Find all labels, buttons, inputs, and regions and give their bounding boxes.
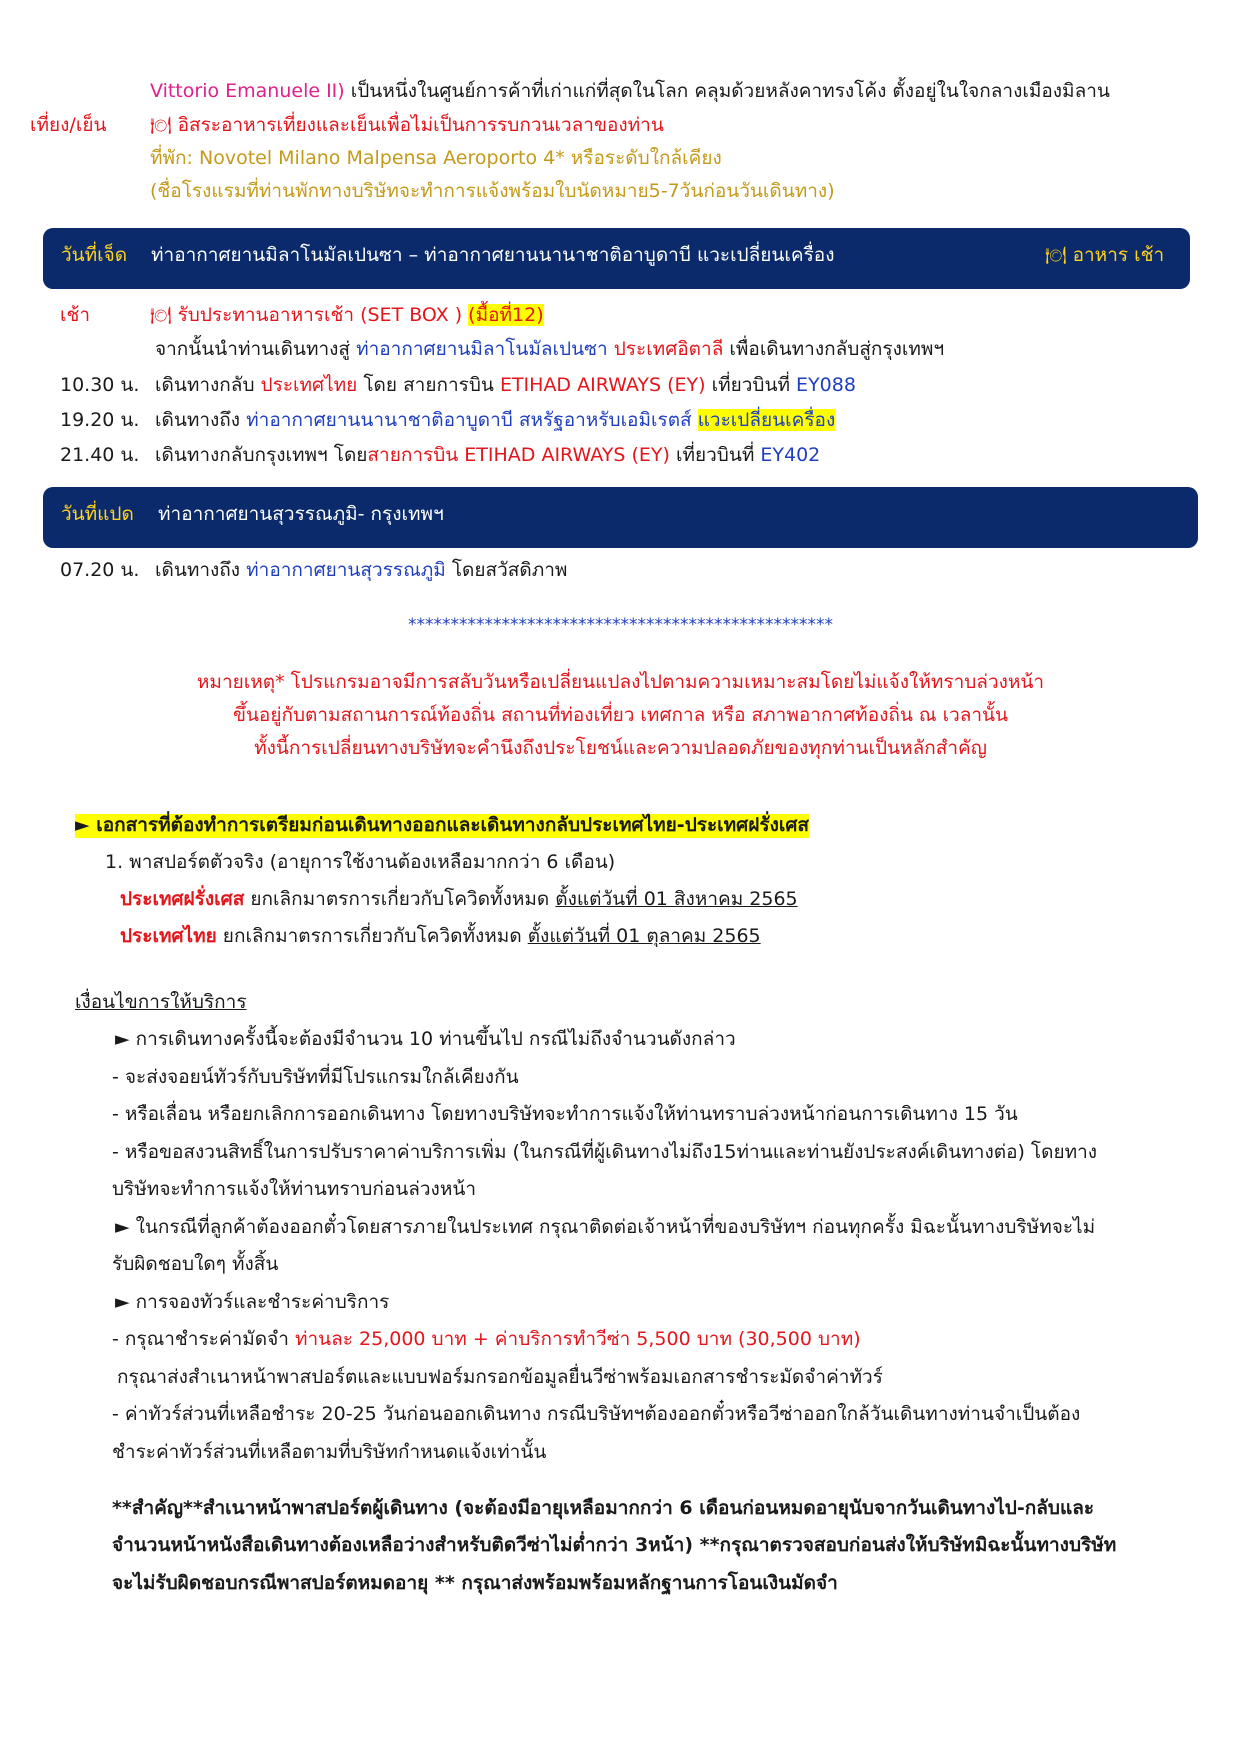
transfer-destination: เพื่อเดินทางกลับสู่กรุงเทพฯ (723, 338, 945, 360)
flight-time: 10.30 น. (60, 374, 140, 396)
description-text: เป็นหนึ่งในศูนย์การค้าที่เก่าแก่ที่สุดในโลก คลุมด้วยหลังคาทรงโค้ง ตั้งอยู่ในใจกลางเมืองมิลาน (344, 80, 1110, 102)
flight-text: เดินทางถึง (155, 409, 247, 431)
remark-line-3: ทั้งนี้การเปลี่ยนทางบริษัทจะคำนึงถึงประโยชน์และความปลอดภัยของทุกท่านเป็นหลักสำคัญ (254, 737, 987, 759)
day7-meal (1045, 244, 1164, 268)
day6-description-line (150, 80, 1110, 104)
condition-line: บริษัทจะทำการแจ้งให้ท่านทราบก่อนล่วงหน้า (112, 1178, 476, 1200)
important-line-1: **สำคัญ**สำเนาหน้าพาสปอร์ตผู้เดินทาง (จะต้องมีอายุเหลือมากกว่า 6 เดือนก่อนหมดอายุนับจากวันเดินทางไป-กลับและ (112, 1497, 1095, 1519)
france-policy-line (120, 888, 798, 912)
arrival-text: โดยสวัสดิภาพ (445, 559, 568, 581)
hotel-note: (ชื่อโรงแรมที่ท่านพักทางบริษัทจะทำการแจ้งพร้อมใบนัดหมาย5-7วันก่อนวันเดินทาง) (150, 180, 835, 202)
hotel-line: ที่พัก: Novotel Milano Malpensa Aeroporto 4* หรือระดับใกล้เคียง (150, 147, 722, 169)
day8-title: ท่าอากาศยานสุวรรณภูมิ- กรุงเทพฯ (158, 503, 444, 525)
morning-label: เช้า (60, 304, 91, 326)
policy-text: ยกเลิกมาตรการเกี่ยวกับโควิดทั้งหมด (244, 888, 556, 910)
condition-line: - จะส่งจอยน์ทัวร์กับบริษัทที่มีโปรแกรมใกล้เคียงกัน (112, 1066, 519, 1088)
meal-count-badge: (มื้อที่12) (468, 304, 544, 326)
condition-line: กรุณาส่งสำเนาหน้าพาสปอร์ตและแบบฟอร์มกรอกข้อมูลยื่นวีซ่าพร้อมเอกสารชำระมัดจำค่าทัวร์ (117, 1366, 883, 1388)
meal-icon: 🍽 (150, 116, 172, 136)
flight-text: เดินทางกลับกรุงเทพฯ โดย (155, 444, 368, 466)
day7-meal-text: อาหาร เช้า (1072, 244, 1165, 266)
day8-label: วันที่แปด (61, 503, 134, 525)
condition-line: - ค่าทัวร์ส่วนที่เหลือชำระ 20-25 วันก่อนออกเดินทาง กรณีบริษัทฯต้องออกตั๋วหรือวีซ่าออกใกล้วันเดินทางท่านจำเป็นต้อง (112, 1403, 1081, 1425)
flight-number: EY402 (760, 444, 821, 466)
meal-icon: 🍽 (1045, 246, 1067, 266)
condition-line: ► การเดินทางครั้งนี้จะต้องมีจำนวน 10 ท่านขึ้นไป กรณีไม่ถึงจำนวนดังกล่าว (115, 1028, 736, 1050)
conditions-heading: เงื่อนไขการให้บริการ (75, 991, 247, 1013)
airport-name: ท่าอากาศยานสุวรรณภูมิ (246, 559, 446, 581)
country-name: ประเทศไทย (260, 374, 358, 396)
condition-line: - หรือเลื่อน หรือยกเลิกการออกเดินทาง โดยทางบริษัทจะทำการแจ้งให้ท่านทราบล่วงหน้าก่อนการเดินทาง 15 วัน (112, 1103, 1018, 1125)
separator: ************************************************** (408, 615, 833, 635)
arrival-line (155, 559, 567, 583)
flight-text: โดย สายการบิน (357, 374, 500, 396)
meal-label-lunch-dinner: เที่ยง/เย็น (30, 114, 107, 136)
condition-line: รับผิดชอบใดๆ ทั้งสิ้น (112, 1253, 279, 1275)
flight-line-1 (155, 374, 856, 398)
policy-date: ตั้งแต่วันที่ 01 ตุลาคม 2565 (527, 925, 761, 947)
transit-badge: แวะเปลี่ยนเครื่อง (697, 409, 836, 431)
policy-date: ตั้งแต่วันที่ 01 สิงหาคม 2565 (555, 888, 798, 910)
flight-time: 21.40 น. (60, 444, 140, 466)
remark-line-2: ขึ้นอยู่กับตามสถานการณ์ท้องถิ่น สถานที่ท่องเที่ยว เทศกาล หรือ สภาพอากาศท้องถิ่น ณ เวลานั้น (232, 704, 1009, 726)
condition-line: - หรือขอสงวนสิทธิ์ในการปรับราคาค่าบริการเพิ่ม (ในกรณีที่ผู้เดินทางไม่ถึง15ท่านและท่านยังประสงค์เดินทางต่อ) โดยทาง (112, 1141, 1098, 1163)
thailand-policy-line (120, 925, 761, 949)
flight-text: เที่ยวบินที่ (669, 444, 761, 466)
country-name: ประเทศอิตาลี (613, 338, 724, 360)
deposit-line (112, 1328, 861, 1352)
transfer-text: จากนั้นนำท่านเดินทางสู่ (155, 338, 357, 360)
flight-number: EY088 (796, 374, 856, 396)
important-line-3: จะไม่รับผิดชอบกรณีพาสปอร์ตหมดอายุ ** กรุณาส่งพร้อมพร้อมหลักฐานการโอนเงินมัดจำ (112, 1572, 838, 1594)
transfer-line (155, 338, 944, 362)
meal-line (150, 114, 664, 138)
flight-time: 07.20 น. (60, 559, 140, 581)
flight-line-2 (155, 409, 835, 433)
arrival-text: เดินทางถึง (155, 559, 247, 581)
meal-icon: 🍽 (150, 306, 172, 326)
condition-line: ► การจองทัวร์และชำระค่าบริการ (115, 1291, 390, 1313)
condition-line: ชำระค่าทัวร์ส่วนที่เหลือตามที่บริษัทกำหนดแจ้งเท่านั้น (112, 1441, 547, 1463)
condition-line: ► ในกรณีที่ลูกค้าต้องออกตั๋วโดยสารภายในประเทศ กรุณาติดต่อเจ้าหน้าที่ของบริษัทฯ ก่อนทุกครั้ง มิฉะนั้นทางบริษัทจะไม่ (115, 1216, 1096, 1238)
day7-header-bar (43, 228, 1190, 289)
deposit-text: - กรุณาชำระค่ามัดจำ (112, 1328, 295, 1350)
shopping-arcade-name: Vittorio Emanuele II) (150, 80, 345, 102)
important-line-2: จำนวนหน้าหนังสือเดินทางต้องเหลือว่างสำหรับติดวีซ่าไม่ต่ำกว่า 3หน้า) **กรุณาตรวจสอบก่อนส่งให้บริษัทมิฉะนั้นทางบริษัท (112, 1534, 1117, 1556)
flight-time: 19.20 น. (60, 409, 140, 431)
day7-label: วันที่เจ็ด (61, 244, 128, 266)
airline-name: ETIHAD AIRWAYS (EY) (499, 374, 706, 396)
country-name: ประเทศไทย (120, 925, 217, 947)
day8-header-bar (43, 487, 1198, 548)
flight-text: เที่ยวบินที่ (705, 374, 797, 396)
day7-title: ท่าอากาศยานมิลาโนมัลเปนซา – ท่าอากาศยานนานาชาติอาบูดาบี แวะเปลี่ยนเครื่อง (151, 244, 835, 266)
flight-text: เดินทางกลับ (155, 374, 261, 396)
breakfast-text: รับประทานอาหารเช้า (SET BOX ) (177, 304, 469, 326)
remark-line-1: หมายเหตุ* โปรแกรมอาจมีการสลับวันหรือเปลี่ยนแปลงไปตามความเหมาะสมโดยไม่แจ้งให้ทราบล่วงหน้า (196, 671, 1045, 693)
policy-text: ยกเลิกมาตรการเกี่ยวกับโควิดทั้งหมด (216, 925, 528, 947)
documents-heading: ► เอกสารที่ต้องทำการเตรียมก่อนเดินทางออกและเดินทางกลับประเทศไทย-ประเทศฝรั่งเศส (75, 814, 810, 836)
airport-name: ท่าอากาศยานนานาชาติอาบูดาบี สหรัฐอาหรับเอมิเรตส์ (246, 409, 692, 431)
airline-name: สายการบิน ETIHAD AIRWAYS (EY) (367, 444, 670, 466)
airport-name: ท่าอากาศยานมิลาโนมัลเปนซา (356, 338, 608, 360)
meal-text: อิสระอาหารเที่ยงและเย็นเพื่อไม่เป็นการรบกวนเวลาของท่าน (177, 114, 664, 136)
deposit-amount: ท่านละ 25,000 บาท + ค่าบริการทำวีซ่า 5,500 บาท (30,500 บาท) (294, 1328, 861, 1350)
breakfast-line (150, 304, 544, 328)
flight-line-3 (155, 444, 820, 468)
documents-item-1: 1. พาสปอร์ตตัวจริง (อายุการใช้งานต้องเหลือมากกว่า 6 เดือน) (105, 851, 616, 873)
country-name: ประเทศฝรั่งเศส (120, 888, 245, 910)
